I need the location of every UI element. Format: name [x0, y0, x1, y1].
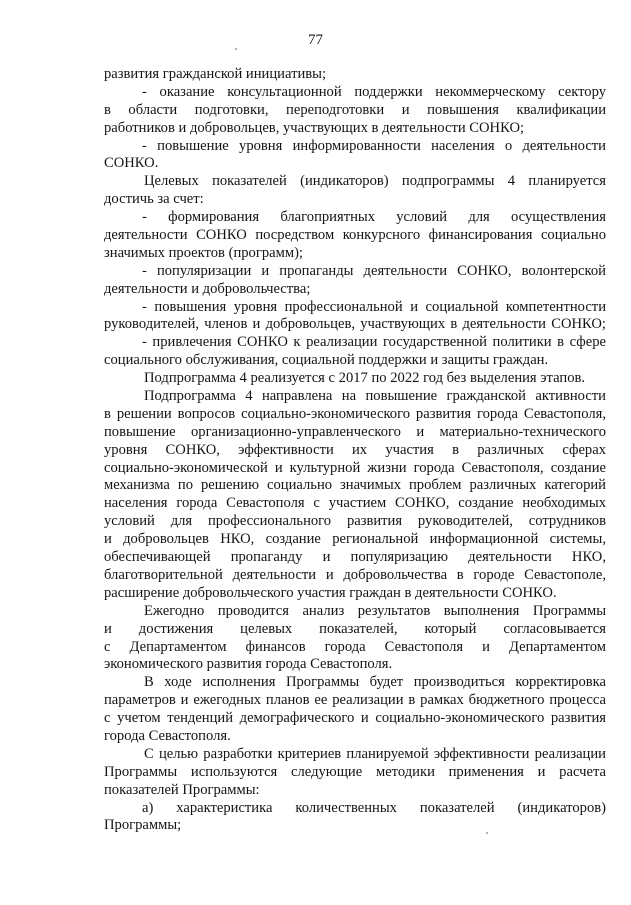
text-line: показателей Программы: [104, 781, 260, 798]
text-line: в области подготовки, переподготовки и повышения квалификации [104, 101, 606, 118]
text-line: работников и добровольцев, участвующих в деятельности СОНКО; [104, 119, 525, 136]
text-line: повышение организационно-управленческого и материально-технического [104, 423, 606, 440]
text-line: уровня СОНКО, эффективности их участия в различных сферах [104, 441, 606, 458]
text-line: механизма по решению социально значимых проблем различных категорий [104, 477, 606, 494]
text-line: параметров и ежегодных планов ее реализации в рамках бюджетного процесса [104, 692, 606, 709]
text-line: Программы; [104, 817, 182, 834]
text-line: Программы используются следующие методики применения и расчета [104, 763, 606, 780]
text-line: значимых проектов (программ); [104, 244, 303, 261]
text-line: - оказание консультационной поддержки некоммерческому сектору [142, 83, 606, 100]
text-line: обеспечивающей пропаганду и популяризацию деятельности НКО, [104, 549, 606, 566]
text-line: в решении вопросов социально-экономического развития города Севастополя, [104, 405, 606, 422]
text-line: расширение добровольческого участия граждан в деятельности СОНКО. [104, 584, 557, 601]
text-line: руководителей, членов и добровольцев, участвующих в деятельности СОНКО; [104, 316, 606, 333]
scan-speck [235, 48, 237, 50]
text-line: социального обслуживания, социальной поддержки и защиты граждан. [104, 352, 549, 369]
text-line: развития гражданской инициативы; [104, 66, 327, 82]
text-line: города Севастополя. [104, 727, 231, 744]
text-line: Целевых показателей (индикаторов) подпрограммы 4 планируется [144, 173, 606, 190]
text-line: деятельности СОНКО посредством конкурсного финансирования социально [104, 227, 606, 244]
text-line: с Департаментом финансов города Севастополя и Департаментом [104, 638, 606, 655]
text-line: В ходе исполнения Программы будет производиться корректировка [144, 674, 606, 691]
scan-speck [486, 832, 488, 834]
text-line: и добровольцев НКО, создание региональной информационной системы, [104, 531, 606, 548]
text-line: - повышение уровня информированности населения о деятельности [142, 137, 606, 154]
text-line: экономического развития города Севастополя. [104, 656, 393, 673]
page-number: 77 [308, 32, 323, 48]
text-line: с учетом тенденций демографического и социально-экономического развития [104, 710, 606, 727]
text-line: Ежегодно проводится анализ результатов выполнения Программы [144, 602, 606, 619]
text-line: и достижения целевых показателей, который согласовывается [104, 620, 606, 637]
text-line: - повышения уровня профессиональной и социальной компетентности [142, 298, 606, 315]
text-line: а) характеристика количественных показателей (индикаторов) [142, 799, 606, 816]
text-line: СОНКО. [104, 155, 159, 172]
text-line: Подпрограмма 4 направлена на повышение гражданской активности [144, 388, 606, 405]
text-line: благотворительной деятельности и добровольчества в городе Севастополе, [104, 566, 606, 583]
document-body [104, 66, 606, 835]
text-line: Подпрограмма 4 реализуется с 2017 по 2022 год без выделения этапов. [144, 370, 586, 387]
text-line: населения города Севастополя с участием СОНКО, создание необходимых [104, 495, 606, 512]
text-line: - формирования благоприятных условий для осуществления [142, 209, 606, 226]
text-line: С целью разработки критериев планируемой эффективности реализации [144, 745, 606, 762]
text-line: - привлечения СОНКО к реализации государственной политики в сфере [142, 334, 606, 351]
text-line: социально-экономической и культурной жизни города Севастополя, создание [104, 459, 606, 476]
text-line: условий для профессионального развития руководителей, сотрудников [104, 513, 606, 530]
text-line: - популяризации и пропаганды деятельности СОНКО, волонтерской [142, 262, 606, 279]
text-line: достичь за счет: [104, 191, 204, 208]
text-line: деятельности и добровольчества; [104, 280, 311, 297]
